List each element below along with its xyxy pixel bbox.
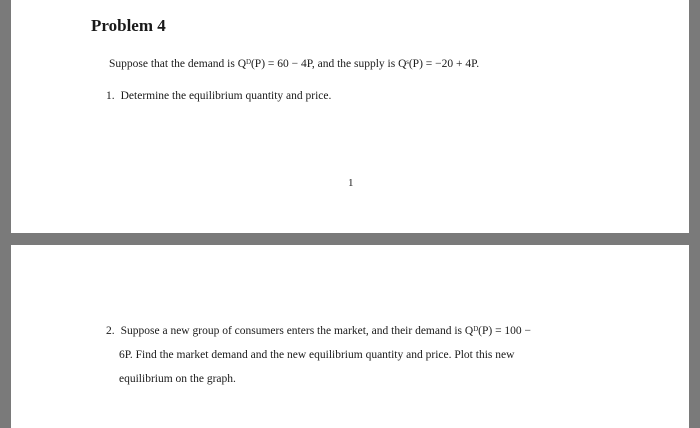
question-2-line-2: 6P. Find the market demand and the new equilibrium quantity and price. Plot this new bbox=[119, 349, 515, 361]
question-2-line-3: equilibrium on the graph. bbox=[119, 373, 236, 385]
document-page-1 bbox=[11, 0, 689, 233]
question-2-line-1 bbox=[106, 325, 531, 337]
page-number: 1 bbox=[348, 177, 354, 189]
question-2-text-line-1: Suppose a new group of consumers enters the market, and their demand is Qᴰ(P) = 100 − bbox=[120, 325, 532, 337]
document-page-2 bbox=[11, 245, 689, 428]
problem-heading: Problem 4 bbox=[91, 16, 166, 35]
question-1 bbox=[106, 90, 331, 102]
question-2-number: 2. bbox=[106, 325, 115, 337]
question-1-number: 1. bbox=[106, 90, 115, 102]
question-1-text: Determine the equilibrium quantity and price. bbox=[120, 90, 332, 102]
problem-intro-text: Suppose that the demand is Qᴰ(P) = 60 − 4P, and the supply is Qˢ(P) = −20 + 4P. bbox=[109, 58, 480, 70]
